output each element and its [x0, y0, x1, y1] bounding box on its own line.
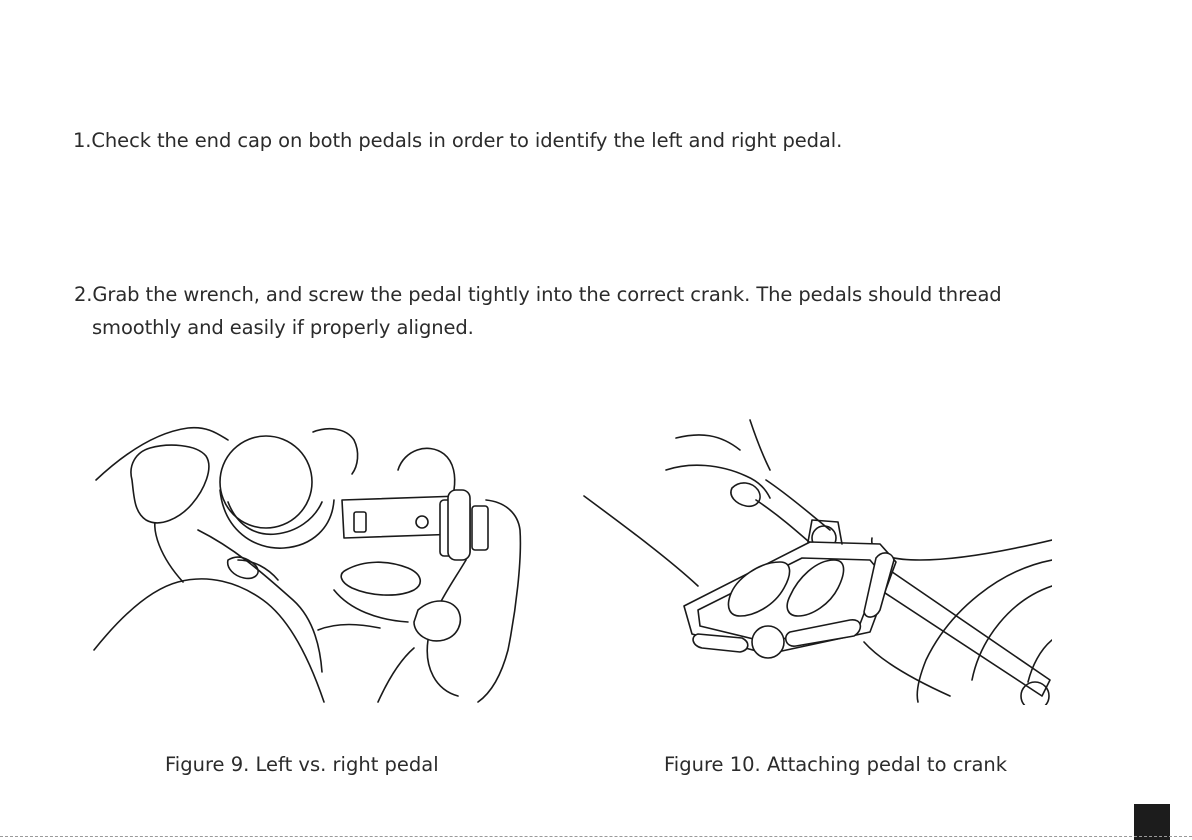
- page-corner-marker: [1134, 804, 1170, 840]
- figure-10-illustration: [580, 410, 1052, 705]
- step-2-text-line-1: Grab the wrench, and screw the pedal tightly into the correct crank. The pedals should thread: [92, 283, 1002, 306]
- step-2-number: 2.: [74, 283, 93, 306]
- step-1-instruction: [73, 124, 842, 157]
- step-2-text-line-2: smoothly and easily if properly aligned.: [92, 316, 474, 339]
- page-bottom-dashed-rule: [0, 836, 1192, 837]
- hands-holding-pedal-icon: [88, 410, 538, 705]
- step-1-text: Check the end cap on both pedals in order to identify the left and right pedal.: [91, 129, 843, 152]
- step-2-instruction: [74, 278, 1002, 344]
- figure-10-caption: Figure 10. Attaching pedal to crank: [664, 753, 1008, 776]
- figure-9-caption: Figure 9. Left vs. right pedal: [165, 753, 439, 776]
- figure-9-illustration: [88, 410, 538, 705]
- step-1-number: 1.: [73, 129, 92, 152]
- wrench-pedal-crank-icon: [580, 410, 1052, 705]
